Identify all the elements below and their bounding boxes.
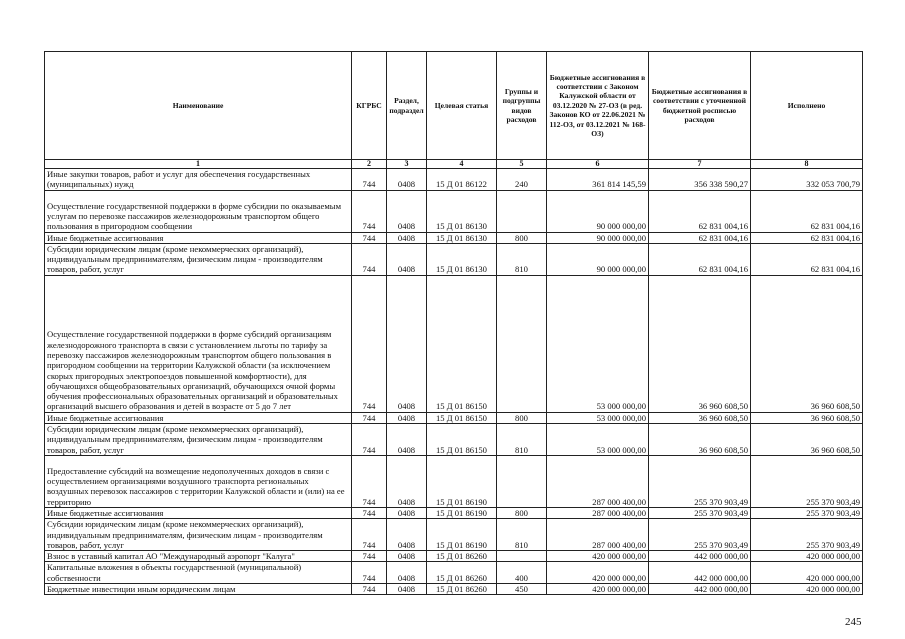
table-row	[45, 190, 863, 232]
row-vid: 450	[497, 584, 547, 595]
header-number: 1	[45, 160, 352, 169]
row-name: Осуществление государственной поддержки в форме субсидий организациям железнодорожного транспорта в связи с установлением льготы по тарифу за перевозку пассажиров железнодорожным транспортом общего пользования в пригородном сообщении на территории Калужской области (за исключением скорых пригородных электропоездов повышенной комфортности), для обучающихся общеобразовательных организаций, обучающихся очной формы обучения профессиональных образовательных организаций и образовательных организаций высшего образования и детей в возрасте от 5 до 7 лет	[45, 275, 352, 412]
row-kgrbs: 744	[352, 562, 387, 584]
header-number-row	[45, 160, 863, 169]
row-name: Предоставление субсидий на возмещение недополученных доходов в связи с осуществлением организациями воздушного транспорта региональных воздушных перевозок пассажиров с территории Калужской области и (или) на ее территорию	[45, 455, 352, 507]
row-plan: 287 000 400,00	[547, 507, 649, 518]
row-ispolneno: 420 000 000,00	[751, 584, 863, 595]
row-ispolneno: 332 053 700,79	[751, 169, 863, 191]
row-name: Иные бюджетные ассигнования	[45, 507, 352, 518]
row-ispolneno: 36 960 608,50	[751, 275, 863, 412]
row-name: Бюджетные инвестиции иным юридическим лицам	[45, 584, 352, 595]
row-kgrbs: 744	[352, 507, 387, 518]
header-name: Наименование	[45, 52, 352, 160]
row-razdel: 0408	[387, 169, 427, 191]
row-kgrbs: 744	[352, 190, 387, 232]
page-number: 245	[845, 616, 862, 628]
row-statya: 15 Д 01 86260	[427, 551, 497, 562]
header-razdel: Раздел, подраздел	[387, 52, 427, 160]
row-vid: 810	[497, 519, 547, 551]
row-vid: 400	[497, 562, 547, 584]
row-ispolneno: 420 000 000,00	[751, 551, 863, 562]
row-vid	[497, 190, 547, 232]
row-rospis: 36 960 608,50	[649, 424, 751, 456]
header-number: 8	[751, 160, 863, 169]
row-plan: 420 000 000,00	[547, 584, 649, 595]
table-row	[45, 424, 863, 456]
table-row	[45, 507, 863, 518]
table-row	[45, 519, 863, 551]
table-row	[45, 584, 863, 595]
row-rospis: 255 370 903,49	[649, 507, 751, 518]
row-razdel: 0408	[387, 424, 427, 456]
header-number: 5	[497, 160, 547, 169]
header-rospis: Бюджетные ассигнования в соответствии с уточненной бюджетной росписью расходов	[649, 52, 751, 160]
row-rospis: 36 960 608,50	[649, 412, 751, 423]
row-kgrbs: 744	[352, 243, 387, 275]
row-rospis: 442 000 000,00	[649, 584, 751, 595]
row-ispolneno: 62 831 004,16	[751, 190, 863, 232]
row-ispolneno: 62 831 004,16	[751, 232, 863, 243]
row-statya: 15 Д 01 86260	[427, 562, 497, 584]
row-rospis: 255 370 903,49	[649, 519, 751, 551]
row-name: Иные бюджетные ассигнования	[45, 412, 352, 423]
row-name: Взнос в уставный капитал АО "Международный аэропорт "Калуга"	[45, 551, 352, 562]
row-ispolneno: 255 370 903,49	[751, 507, 863, 518]
row-rospis: 442 000 000,00	[649, 551, 751, 562]
row-name: Субсидии юридическим лицам (кроме некоммерческих организаций), индивидуальным предпринимателям, физическим лицам - производителям товаров, работ, услуг	[45, 424, 352, 456]
table-row	[45, 562, 863, 584]
row-vid: 240	[497, 169, 547, 191]
row-statya: 15 Д 01 86190	[427, 507, 497, 518]
row-statya: 15 Д 01 86122	[427, 169, 497, 191]
row-razdel: 0408	[387, 519, 427, 551]
row-statya: 15 Д 01 86150	[427, 412, 497, 423]
budget-table	[44, 51, 863, 595]
row-statya: 15 Д 01 86260	[427, 584, 497, 595]
header-plan: Бюджетные ассигнования в соответствии с Законом Калужской области от 03.12.2020 № 27-ОЗ (в ред. Законов КО от 22.06.2021 № 112-ОЗ, от 03.12.2021 № 168-ОЗ)	[547, 52, 649, 160]
row-ispolneno: 255 370 903,49	[751, 455, 863, 507]
row-vid: 800	[497, 232, 547, 243]
row-statya: 15 Д 01 86190	[427, 455, 497, 507]
header-number: 7	[649, 160, 751, 169]
row-kgrbs: 744	[352, 169, 387, 191]
row-plan: 287 000 400,00	[547, 455, 649, 507]
header-statya: Целевая статья	[427, 52, 497, 160]
row-rospis: 36 960 608,50	[649, 275, 751, 412]
header-number: 3	[387, 160, 427, 169]
row-rospis: 62 831 004,16	[649, 232, 751, 243]
row-name: Иные закупки товаров, работ и услуг для обеспечения государственных (муниципальных) нужд	[45, 169, 352, 191]
row-kgrbs: 744	[352, 412, 387, 423]
header-ispolneno: Исполнено	[751, 52, 863, 160]
header-row	[45, 52, 863, 160]
table-row	[45, 275, 863, 412]
header-number: 6	[547, 160, 649, 169]
row-razdel: 0408	[387, 190, 427, 232]
row-rospis: 356 338 590,27	[649, 169, 751, 191]
row-plan: 90 000 000,00	[547, 243, 649, 275]
row-plan: 420 000 000,00	[547, 551, 649, 562]
row-kgrbs: 744	[352, 584, 387, 595]
header-kgrbs: КГРБС	[352, 52, 387, 160]
row-name: Субсидии юридическим лицам (кроме некоммерческих организаций), индивидуальным предпринимателям, физическим лицам - производителям товаров, работ, услуг	[45, 243, 352, 275]
row-name: Осуществление государственной поддержки в форме субсидии по оказываемым услугам по перевозке пассажиров железнодорожным транспортом общего пользования в пригородном сообщении	[45, 190, 352, 232]
row-plan: 53 000 000,00	[547, 424, 649, 456]
row-vid: 810	[497, 243, 547, 275]
row-statya: 15 Д 01 86190	[427, 519, 497, 551]
row-name: Иные бюджетные ассигнования	[45, 232, 352, 243]
row-statya: 15 Д 01 86130	[427, 243, 497, 275]
row-razdel: 0408	[387, 243, 427, 275]
header-vid: Группы и подгруппы видов расходов	[497, 52, 547, 160]
row-plan: 90 000 000,00	[547, 232, 649, 243]
table-row	[45, 551, 863, 562]
row-plan: 90 000 000,00	[547, 190, 649, 232]
row-vid	[497, 455, 547, 507]
table-body	[45, 169, 863, 595]
row-name: Субсидии юридическим лицам (кроме некоммерческих организаций), индивидуальным предпринимателям, физическим лицам - производителям товаров, работ, услуг	[45, 519, 352, 551]
row-vid: 800	[497, 507, 547, 518]
row-plan: 287 000 400,00	[547, 519, 649, 551]
table-row	[45, 169, 863, 191]
row-razdel: 0408	[387, 275, 427, 412]
row-ispolneno: 36 960 608,50	[751, 424, 863, 456]
row-ispolneno: 420 000 000,00	[751, 562, 863, 584]
row-kgrbs: 744	[352, 455, 387, 507]
row-name: Капитальные вложения в объекты государственной (муниципальной) собственности	[45, 562, 352, 584]
row-statya: 15 Д 01 86150	[427, 424, 497, 456]
row-rospis: 255 370 903,49	[649, 455, 751, 507]
row-vid	[497, 275, 547, 412]
row-razdel: 0408	[387, 584, 427, 595]
row-statya: 15 Д 01 86130	[427, 190, 497, 232]
row-razdel: 0408	[387, 412, 427, 423]
row-plan: 53 000 000,00	[547, 412, 649, 423]
row-kgrbs: 744	[352, 424, 387, 456]
row-ispolneno: 255 370 903,49	[751, 519, 863, 551]
row-plan: 53 000 000,00	[547, 275, 649, 412]
row-ispolneno: 62 831 004,16	[751, 243, 863, 275]
row-rospis: 442 000 000,00	[649, 562, 751, 584]
row-razdel: 0408	[387, 551, 427, 562]
row-plan: 361 814 145,59	[547, 169, 649, 191]
table-row	[45, 243, 863, 275]
row-razdel: 0408	[387, 562, 427, 584]
row-ispolneno: 36 960 608,50	[751, 412, 863, 423]
row-vid	[497, 551, 547, 562]
row-kgrbs: 744	[352, 275, 387, 412]
row-vid: 800	[497, 412, 547, 423]
row-vid: 810	[497, 424, 547, 456]
row-razdel: 0408	[387, 455, 427, 507]
header-number: 2	[352, 160, 387, 169]
row-rospis: 62 831 004,16	[649, 190, 751, 232]
row-statya: 15 Д 01 86130	[427, 232, 497, 243]
row-rospis: 62 831 004,16	[649, 243, 751, 275]
row-plan: 420 000 000,00	[547, 562, 649, 584]
header-number: 4	[427, 160, 497, 169]
row-razdel: 0408	[387, 232, 427, 243]
row-kgrbs: 744	[352, 232, 387, 243]
row-kgrbs: 744	[352, 551, 387, 562]
row-razdel: 0408	[387, 507, 427, 518]
table-row	[45, 455, 863, 507]
table-row	[45, 232, 863, 243]
table-row	[45, 412, 863, 423]
row-kgrbs: 744	[352, 519, 387, 551]
row-statya: 15 Д 01 86150	[427, 275, 497, 412]
